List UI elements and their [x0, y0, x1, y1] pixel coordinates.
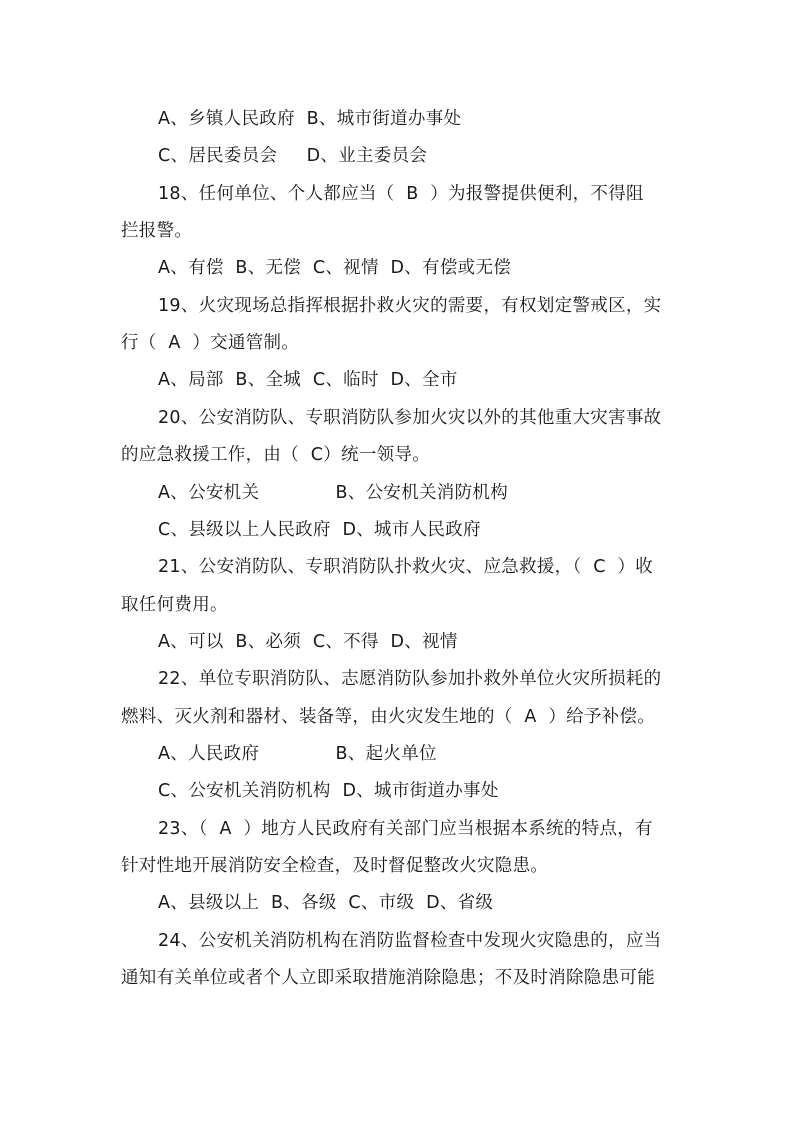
text-line: C、县级以上人民政府 D、城市人民政府 [158, 519, 481, 540]
text-line: C、公安机关消防机构 D、城市街道办事处 [158, 781, 499, 802]
text-line: C、居民委员会 D、业主委员会 [158, 146, 428, 167]
text-line: A、有偿 B、无偿 C、视情 D、有偿或无偿 [158, 258, 512, 279]
text-line: A、县级以上 B、各级 C、市级 D、省级 [158, 893, 494, 914]
text-line: A、人民政府 B、起火单位 [158, 743, 437, 764]
text-line: A、乡镇人民政府 B、城市街道办事处 [158, 109, 462, 129]
text-line: 22、单位专职消防队、志愿消防队参加扑救外单位火灾所损耗的 [158, 669, 662, 690]
text-line: 19、火灾现场总指挥根据扑救火灾的需要，有权划定警戒区，实 [158, 295, 662, 316]
text-line: 取任何费用。 [121, 594, 228, 615]
text-line: A、可以 B、必须 C、不得 D、视情 [158, 631, 458, 652]
text-line: 的应急救援工作，由（ C）统一领导。 [121, 445, 431, 466]
text-line: 18、任何单位、个人都应当（ B ）为报警提供便利，不得阻 [158, 183, 644, 204]
text-line: 21、公安消防队、专职消防队扑救火灾、应急救援，（ C ）收 [158, 557, 654, 578]
text-line: A、公安机关 B、公安机关消防机构 [158, 482, 508, 503]
text-line: 通知有关单位或者个人立即采取措施消除隐患；不及时消除隐患可能 [121, 968, 655, 989]
text-line: 拦报警。 [121, 221, 193, 242]
text-line: 24、公安机关消防机构在消防监督检查中发现火灾隐患的，应当 [158, 930, 662, 951]
text-line: 20、公安消防队、专职消防队参加火灾以外的其他重大灾害事故 [158, 407, 662, 428]
text-line: A、局部 B、全城 C、临时 D、全市 [158, 370, 458, 391]
text-line: 23、（ A ）地方人民政府有关部门应当根据本系统的特点，有 [158, 818, 653, 839]
text-line: 行（ A ）交通管制。 [121, 333, 300, 354]
text-line: 针对性地开展消防安全检查，及时督促整改火灾隐患。 [121, 856, 549, 876]
text-line: 燃料、灭火剂和器材、装备等，由火灾发生地的（ A ）给予补偿。 [121, 706, 656, 727]
